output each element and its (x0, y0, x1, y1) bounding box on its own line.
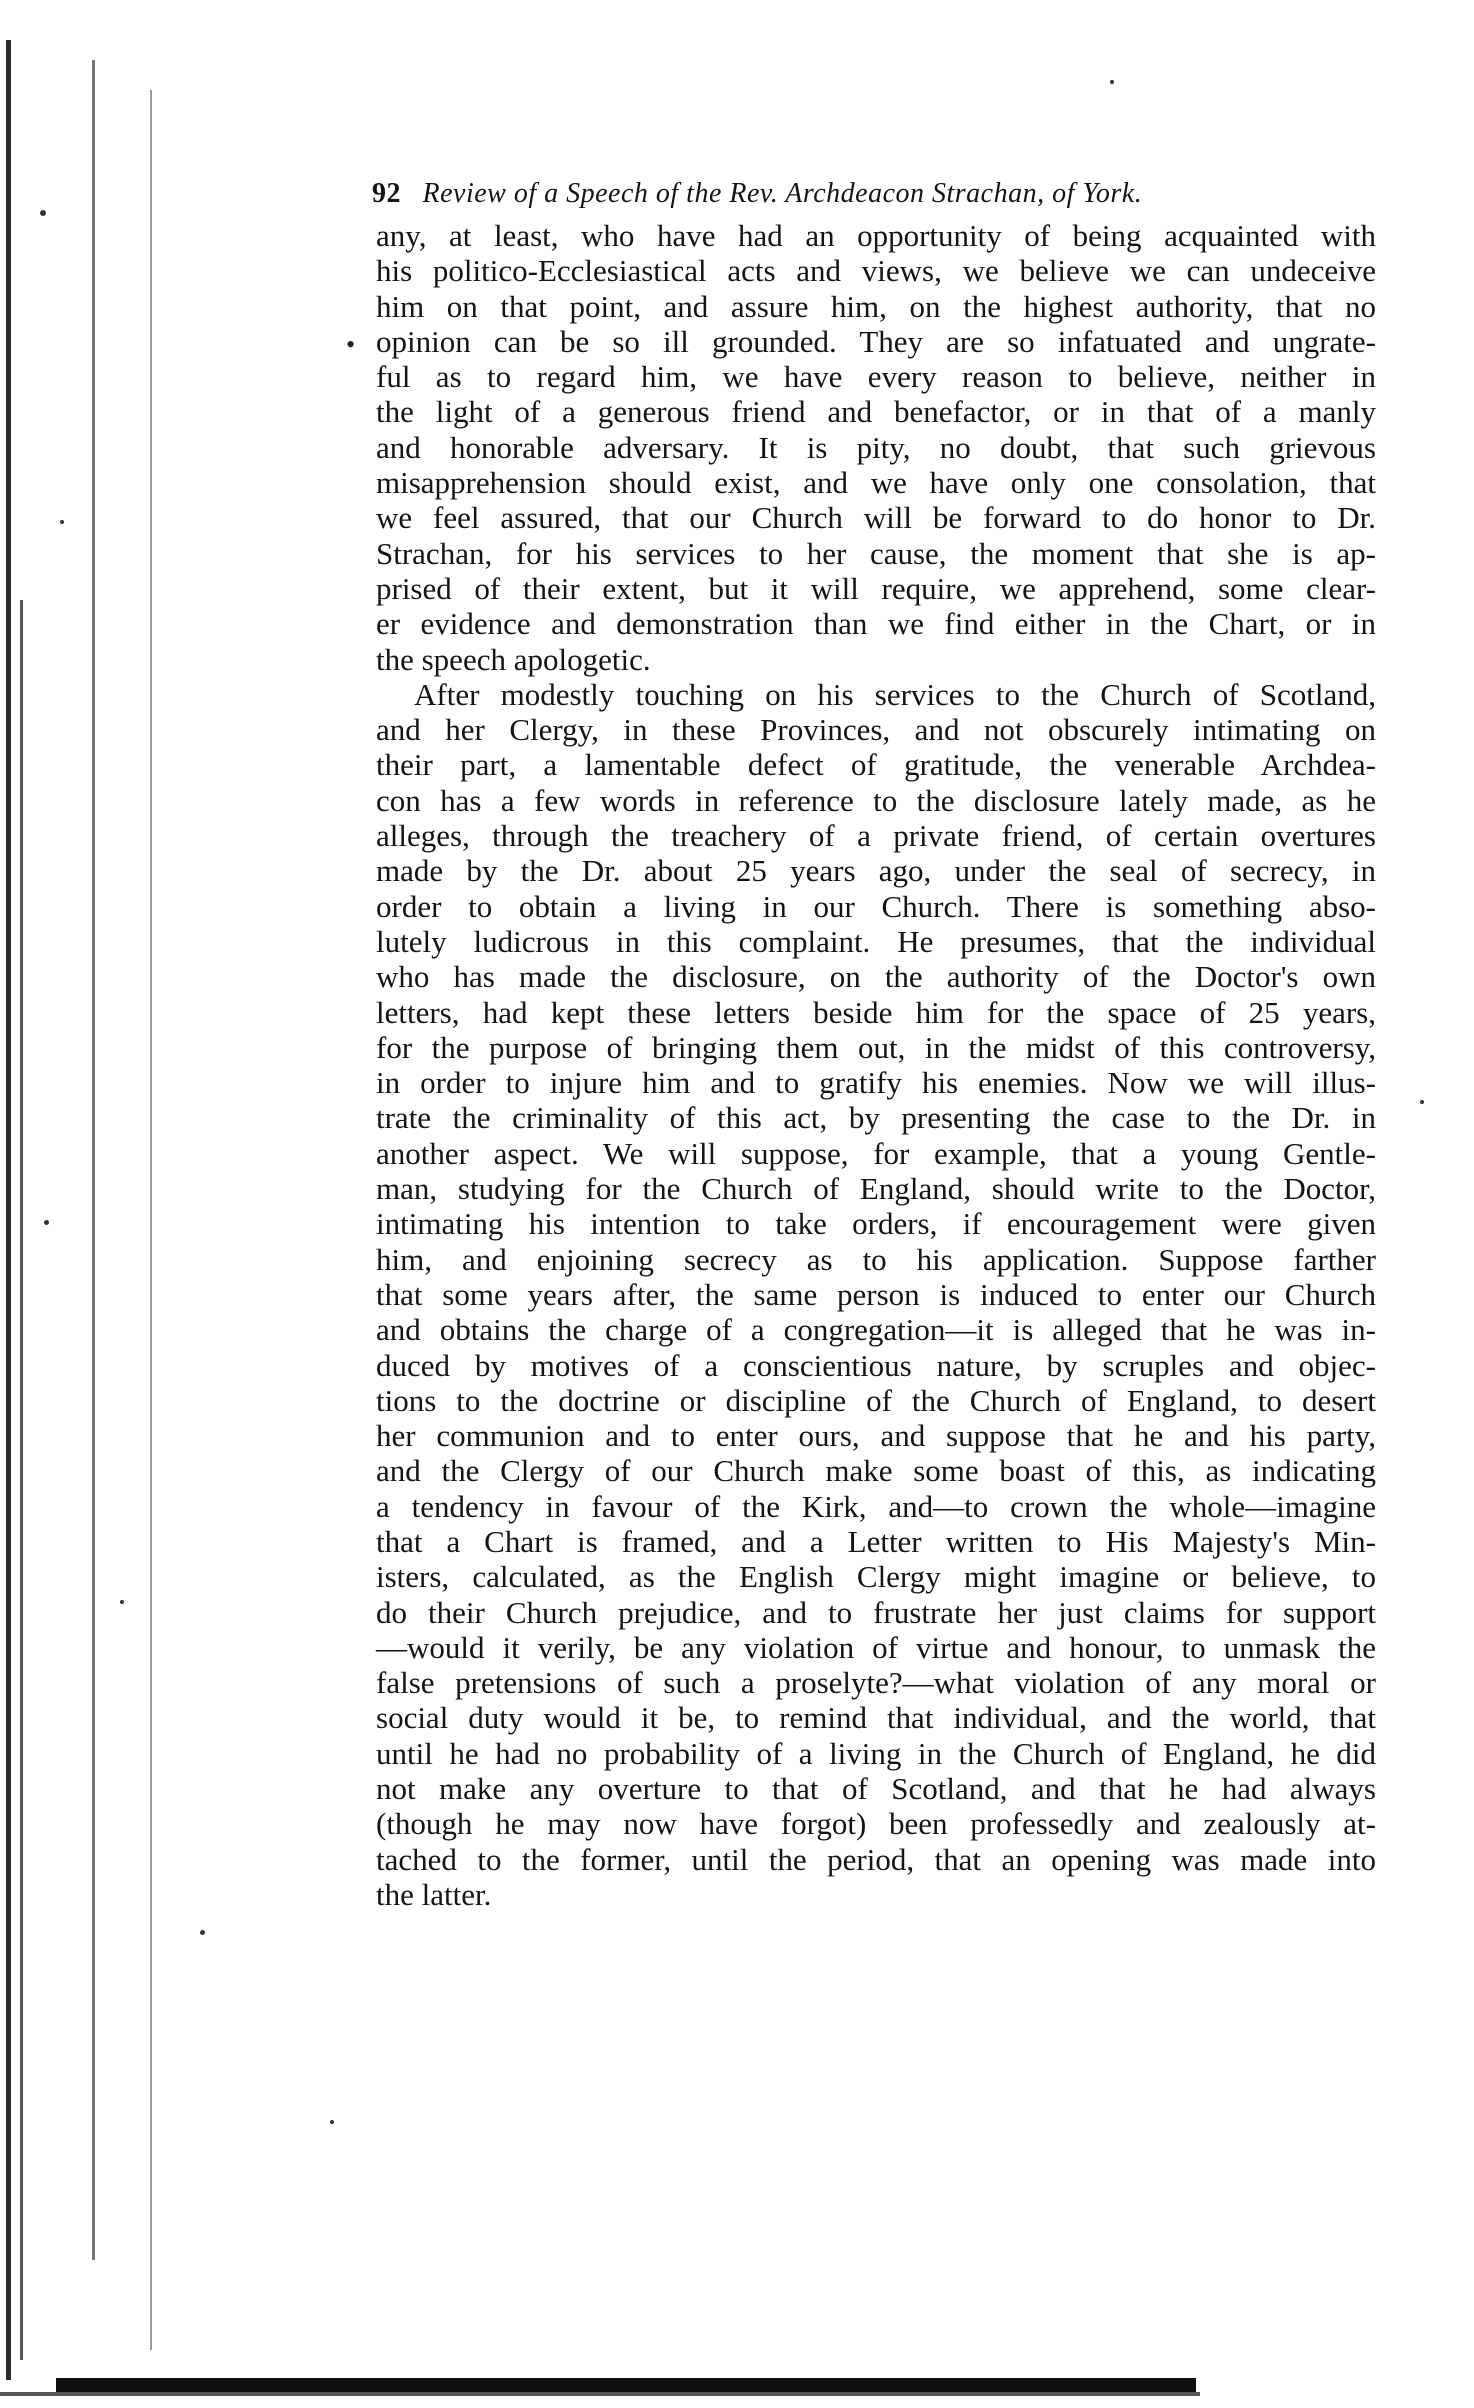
text-line: we feel assured, that our Church will be forward to do honor to Dr. (376, 500, 1376, 536)
scan-speck (1420, 1100, 1424, 1104)
text-line: him on that point, and assure him, on the highest authority, that no (376, 288, 1376, 324)
text-line: alleges, through the treachery of a private friend, of certain overtures (376, 818, 1376, 854)
text-line: in order to injure him and to gratify his enemies. Now we will illus- (376, 1065, 1376, 1101)
text-line: her communion and to enter ours, and suppose that he and his party, (376, 1418, 1376, 1454)
text-line: —would it verily, be any violation of virtue and honour, to unmask the (376, 1629, 1376, 1665)
text-line: and her Clergy, in these Provinces, and not obscurely intimating on (376, 712, 1376, 748)
scan-speck (44, 1220, 49, 1225)
text-line: Strachan, for his services to her cause, the moment that she is ap- (376, 535, 1376, 571)
text-line: his politico-Ecclesiastical acts and views, we believe we can undeceive (376, 253, 1376, 289)
text-line: a tendency in favour of the Kirk, and—to crown the whole—imagine (376, 1488, 1376, 1524)
text-line: trate the criminality of this act, by presenting the case to the Dr. in (376, 1100, 1376, 1136)
running-head (372, 178, 1376, 210)
text-line: lutely ludicrous in this complaint. He presumes, that the individual (376, 923, 1376, 959)
scan-bottom-bar-thin (0, 2392, 1200, 2396)
scan-speck (200, 1930, 205, 1935)
running-title: Review of a Speech of the Rev. Archdeacon Strachan, of York. (422, 178, 1143, 209)
scan-gutter-line (92, 60, 95, 2260)
scan-gutter-line (150, 90, 152, 2350)
text-line: for the purpose of bringing them out, in the midst of this controversy, (376, 1029, 1376, 1065)
text-line: intimating his intention to take orders, if encouragement were given (376, 1206, 1376, 1242)
paragraph-2 (376, 677, 1376, 1912)
text-line: prised of their extent, but it will require, we apprehend, some clear- (376, 570, 1376, 606)
text-line: not make any overture to that of Scotland, and that he had always (376, 1771, 1376, 1807)
text-line: con has a few words in reference to the disclosure lately made, as he (376, 782, 1376, 818)
text-line: the speech apologetic. (376, 641, 651, 677)
text-line: misapprehension should exist, and we have only one consolation, that (376, 465, 1376, 501)
text-line: and obtains the charge of a congregation—it is alleged that he was in- (376, 1312, 1376, 1348)
scan-speck (1110, 80, 1114, 84)
scan-gutter-line (6, 40, 11, 2380)
page-content (372, 178, 1376, 1912)
text-line: do their Church prejudice, and to frustrate her just claims for support (376, 1594, 1376, 1630)
scan-speck (330, 2120, 334, 2124)
text-line: him, and enjoining secrecy as to his application. Suppose farther (376, 1241, 1376, 1277)
text-line: man, studying for the Church of England, should write to the Doctor, (376, 1171, 1376, 1207)
text-line: who has made the disclosure, on the authority of the Doctor's own (376, 959, 1376, 995)
text-line: made by the Dr. about 25 years ago, under the seal of secrecy, in (376, 853, 1376, 889)
margin-bullet-mark: • (346, 330, 356, 359)
text-line: and honorable adversary. It is pity, no doubt, that such grievous (376, 429, 1376, 465)
text-line: letters, had kept these letters beside him for the space of 25 years, (376, 994, 1376, 1030)
text-line: another aspect. We will suppose, for example, that a young Gentle- (376, 1135, 1376, 1171)
text-line: tached to the former, until the period, that an opening was made into (376, 1841, 1376, 1877)
text-line: false pretensions of such a proselyte?—what violation of any moral or (376, 1665, 1376, 1701)
scan-speck (40, 210, 46, 216)
text-line: tions to the doctrine or discipline of the Church of England, to desert (376, 1382, 1376, 1418)
text-line: and the Clergy of our Church make some boast of this, as indicating (376, 1453, 1376, 1489)
text-line: the latter. (376, 1876, 492, 1912)
text-line: order to obtain a living in our Church. There is something abso- (376, 888, 1376, 924)
text-line: After modestly touching on his services to the Church of Scotland, (414, 676, 1376, 712)
text-line: any, at least, who have had an opportunity of being acquainted with (376, 218, 1376, 253)
text-line: their part, a lamentable defect of gratitude, the venerable Archdea- (376, 747, 1376, 783)
text-line: isters, calculated, as the English Clergy might imagine or believe, to (376, 1559, 1376, 1595)
text-line: the light of a generous friend and benefactor, or in that of a manly (376, 394, 1376, 430)
text-line: that some years after, the same person is induced to enter our Church (376, 1276, 1376, 1312)
scan-speck (120, 1600, 124, 1604)
text-line: that a Chart is framed, and a Letter written to His Majesty's Min- (376, 1523, 1376, 1559)
scan-speck (60, 520, 64, 524)
text-line: ful as to regard him, we have every reason to believe, neither in (376, 359, 1376, 395)
scan-gutter-line (20, 600, 23, 2360)
text-line: until he had no probability of a living in the Church of England, he did (376, 1735, 1376, 1771)
page-number: 92 (372, 178, 401, 209)
paragraph-1 (376, 218, 1376, 677)
text-line: social duty would it be, to remind that individual, and the world, that (376, 1700, 1376, 1736)
text-line: duced by motives of a conscientious nature, by scruples and objec- (376, 1347, 1376, 1383)
text-line: er evidence and demonstration than we find either in the Chart, or in (376, 606, 1376, 642)
text-line: opinion can be so ill grounded. They are so infatuated and ungrate- (376, 323, 1376, 359)
text-line: (though he may now have forgot) been professedly and zealously at- (376, 1806, 1376, 1842)
